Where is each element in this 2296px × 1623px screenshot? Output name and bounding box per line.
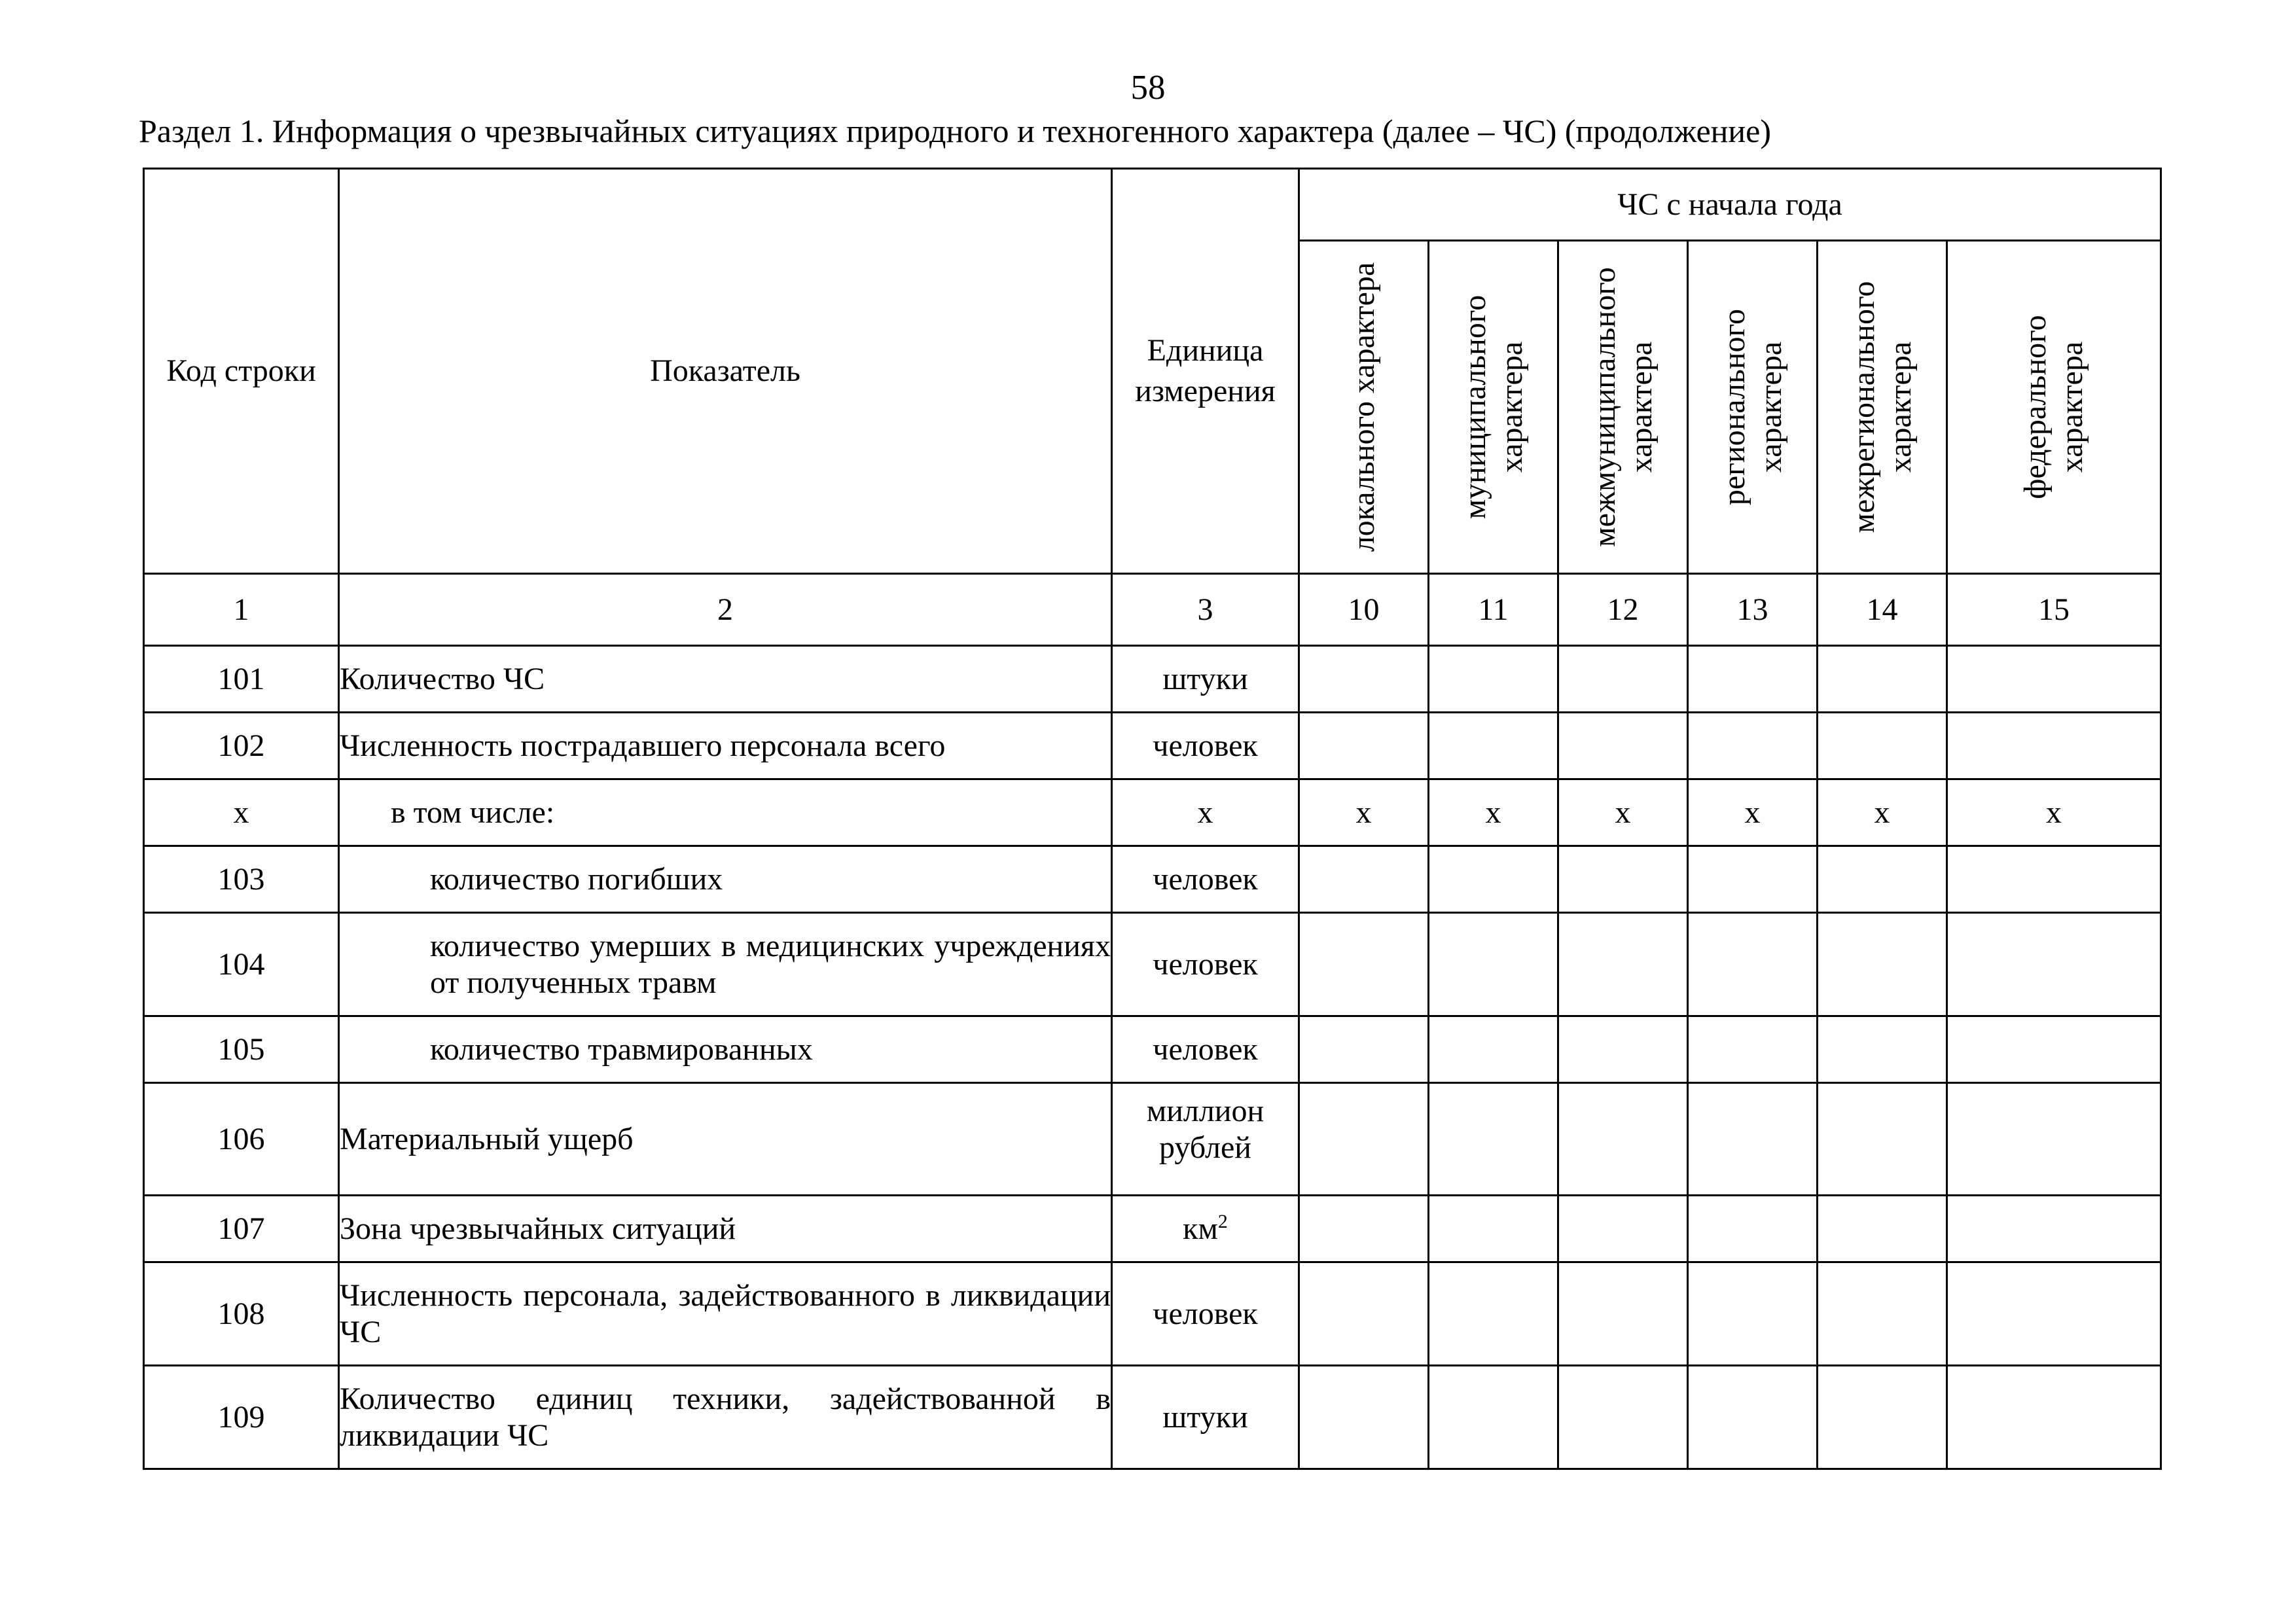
row-unit [1112, 1262, 1299, 1366]
header-column-intermunicipal [1558, 241, 1688, 574]
data-cell [1429, 1366, 1558, 1469]
data-cell [1688, 1016, 1818, 1083]
data-cell [1299, 1366, 1429, 1469]
data-cell [1299, 913, 1429, 1016]
header-column-label: локального характера [1346, 262, 1381, 552]
data-cell [1558, 1196, 1688, 1262]
column-number: 2 [339, 574, 1112, 646]
column-number: 3 [1112, 574, 1299, 646]
table-row [144, 713, 2161, 779]
data-cell [1429, 1262, 1558, 1366]
data-cell [1818, 846, 1947, 913]
table-row [144, 1016, 2161, 1083]
data-cell: х [1688, 779, 1818, 846]
column-number-row [144, 574, 2161, 646]
row-unit-text: х [1197, 794, 1213, 830]
column-number: 12 [1558, 574, 1688, 646]
row-code: 107 [144, 1196, 339, 1262]
column-number: 14 [1818, 574, 1947, 646]
row-indicator: Численность пострадавшего персонала всего [339, 713, 1112, 779]
data-cell [1299, 1262, 1429, 1366]
header-column-label: регионального характера [1716, 308, 1788, 506]
table-row [144, 1083, 2161, 1196]
data-cell [1429, 1196, 1558, 1262]
header-column-regional [1688, 241, 1818, 574]
data-cell [1688, 846, 1818, 913]
row-unit-text: штуки [1162, 661, 1248, 696]
row-code: 105 [144, 1016, 339, 1083]
column-number: 13 [1688, 574, 1818, 646]
row-unit [1112, 846, 1299, 913]
table-row [144, 846, 2161, 913]
row-indicator: количество погибших [339, 846, 1112, 913]
data-cell [1299, 1196, 1429, 1262]
row-code: 103 [144, 846, 339, 913]
row-unit [1112, 779, 1299, 846]
column-number: 15 [1947, 574, 2161, 646]
header-indicator: Показатель [339, 169, 1112, 574]
section-heading: Раздел 1. Информация о чрезвычайных ситуациях природного и техногенного характера (далее – ЧС) (продолжение) [139, 113, 1772, 149]
data-cell [1299, 646, 1429, 713]
data-cell [1688, 713, 1818, 779]
header-column-federal [1947, 241, 2161, 574]
data-cell [1429, 646, 1558, 713]
data-cell: х [1947, 779, 2161, 846]
data-cell [1299, 846, 1429, 913]
data-cell [1299, 1083, 1429, 1196]
data-cell [1429, 846, 1558, 913]
data-cell [1947, 913, 2161, 1016]
data-cell: х [1429, 779, 1558, 846]
row-indicator: количество травмированных [339, 1016, 1112, 1083]
column-number: 10 [1299, 574, 1429, 646]
header-column-label: муниципального характера [1457, 294, 1529, 520]
header-column-interregional [1818, 241, 1947, 574]
row-code: 108 [144, 1262, 339, 1366]
table-row [144, 646, 2161, 713]
row-unit [1112, 646, 1299, 713]
column-number: 11 [1429, 574, 1558, 646]
table-row [144, 913, 2161, 1016]
data-cell [1688, 1083, 1818, 1196]
row-unit [1112, 1366, 1299, 1469]
data-cell [1299, 713, 1429, 779]
header-code: Код строки [144, 169, 339, 574]
row-unit-text: человек [1153, 946, 1258, 982]
header-column-municipal [1429, 241, 1558, 574]
row-indicator: Материальный ущерб [339, 1083, 1112, 1196]
data-cell [1558, 1262, 1688, 1366]
data-cell [1947, 1262, 2161, 1366]
table-row [144, 1366, 2161, 1469]
header-column-label: межрегионального характера [1846, 281, 1918, 533]
data-cell [1558, 1366, 1688, 1469]
data-cell [1818, 1196, 1947, 1262]
data-cell [1688, 1262, 1818, 1366]
data-cell [1558, 713, 1688, 779]
data-cell [1818, 1083, 1947, 1196]
data-cell [1947, 846, 2161, 913]
header-unit: Единица измерения [1112, 169, 1299, 574]
header-column-local [1299, 241, 1429, 574]
row-unit-text: штуки [1162, 1399, 1248, 1435]
data-cell [1818, 1262, 1947, 1366]
row-indicator: Зона чрезвычайных ситуаций [339, 1196, 1112, 1262]
row-code: 109 [144, 1366, 339, 1469]
data-cell [1558, 1083, 1688, 1196]
data-cell [1688, 646, 1818, 713]
table-row [144, 1262, 2161, 1366]
data-cell [1947, 1366, 2161, 1469]
header-column-label: межмуниципального характера [1587, 267, 1659, 547]
data-cell [1818, 913, 1947, 1016]
row-code: 101 [144, 646, 339, 713]
row-indicator: Количество единиц техники, задействованной в ликвидации ЧС [339, 1366, 1112, 1469]
data-cell [1299, 1016, 1429, 1083]
data-cell: х [1299, 779, 1429, 846]
data-cell [1688, 1196, 1818, 1262]
row-indicator: количество умерших в медицинских учреждениях от полученных травм [339, 913, 1112, 1016]
row-unit [1112, 713, 1299, 779]
data-cell [1558, 846, 1688, 913]
header-group: ЧС с начала года [1299, 169, 2161, 241]
row-indicator: Численность персонала, задействованного в ликвидации ЧС [339, 1262, 1112, 1366]
table-row [144, 1196, 2161, 1262]
data-cell [1429, 913, 1558, 1016]
row-unit-text: человек [1153, 861, 1258, 897]
data-cell [1947, 646, 2161, 713]
data-cell [1558, 646, 1688, 713]
data-cell [1558, 913, 1688, 1016]
data-cell [1947, 713, 2161, 779]
row-code: 106 [144, 1083, 339, 1196]
row-unit-superscript: 2 [1217, 1210, 1228, 1232]
row-code: 104 [144, 913, 339, 1016]
data-cell [1688, 1366, 1818, 1469]
row-unit-text: миллион рублей [1146, 1094, 1265, 1165]
data-cell: х [1558, 779, 1688, 846]
data-cell: х [1818, 779, 1947, 846]
data-cell [1818, 1366, 1947, 1469]
data-cell [1429, 713, 1558, 779]
header-column-label: федерального характера [2018, 315, 2090, 499]
data-cell [1818, 713, 1947, 779]
row-code: х [144, 779, 339, 846]
report-table [143, 168, 2162, 1470]
data-cell [1818, 646, 1947, 713]
data-cell [1429, 1083, 1558, 1196]
row-unit-text: человек [1153, 1296, 1258, 1331]
data-cell [1558, 1016, 1688, 1083]
row-indicator: в том числе: [339, 779, 1112, 846]
row-unit [1112, 913, 1299, 1016]
data-cell [1688, 913, 1818, 1016]
data-cell [1429, 1016, 1558, 1083]
data-cell [1947, 1083, 2161, 1196]
row-unit-text: км [1183, 1211, 1218, 1246]
row-unit [1112, 1196, 1299, 1262]
page-number: 58 [1130, 69, 1166, 107]
table-row [144, 779, 2161, 846]
row-indicator: Количество ЧС [339, 646, 1112, 713]
data-cell [1818, 1016, 1947, 1083]
row-code: 102 [144, 713, 339, 779]
row-unit-text: человек [1153, 1031, 1258, 1067]
data-cell [1947, 1196, 2161, 1262]
column-number: 1 [144, 574, 339, 646]
row-unit [1112, 1083, 1299, 1196]
row-unit [1112, 1016, 1299, 1083]
row-unit-text: человек [1153, 728, 1258, 763]
data-cell [1947, 1016, 2161, 1083]
